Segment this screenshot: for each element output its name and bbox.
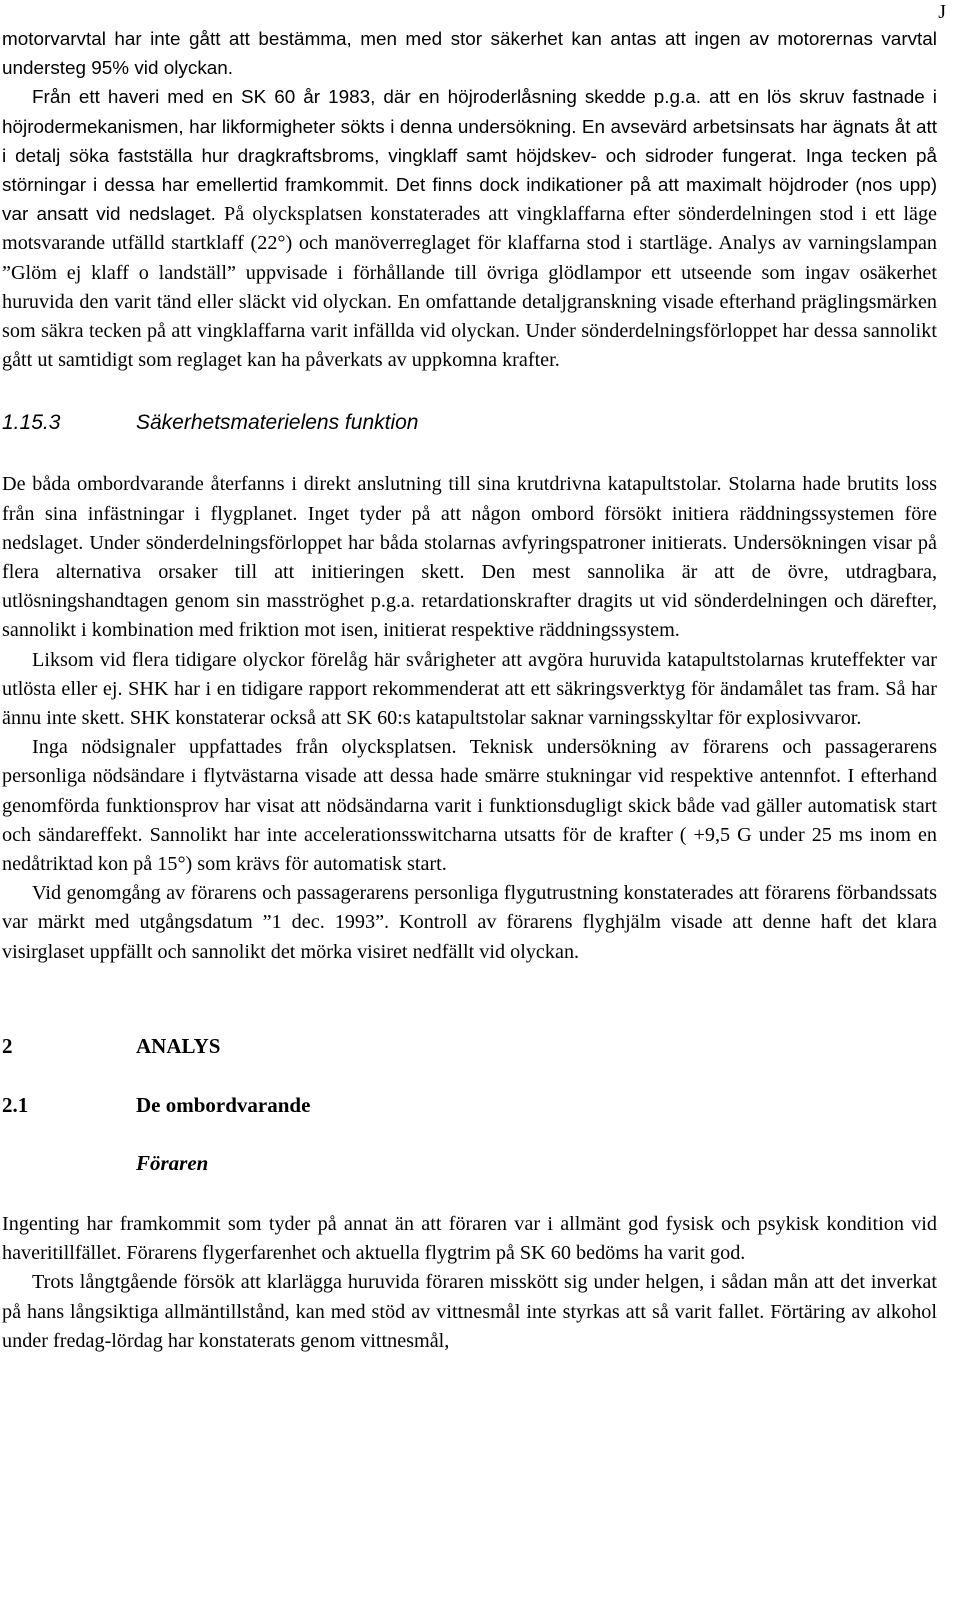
- section-heading-2: [2, 1033, 937, 1059]
- section-number: 2.1: [2, 1092, 29, 1117]
- subheading-foraren: Föraren: [136, 1150, 209, 1175]
- paragraph-elevator-lock-serif: På olycksplatsen konstaterades att vingklaffarna efter sönderdelningen stod i ett läge motsvarande utfälld startklaff (22°) och manöverreglaget för klaffarna stod i startläge. Analys av varningslampan ”Glöm ej klaff o landställ” uppvisade i förhållande till övriga glödlampor ett utseende som ingav osäkerhet huruvida den varit tänd eller släckt vid olyckan. En omfattande detaljgranskning visade efterhand präglingsmärken som säkra tecken på att vingklaffarna varit infällda vid olyckan. Under sönderdelningsförloppet har dessa sannolikt gått ut samtidigt som reglaget kan ha påverkats av uppkomna krafter.: [2, 203, 937, 372]
- page-corner-mark: J: [938, 1, 946, 23]
- paragraph-pilot-condition: Ingenting har framkommit som tyder på annat än att föraren var i allmänt god fysisk och psykisk kondition vid haveritillfället. Förarens flygerfarenhet och aktuella flygtrim på SK 60 bedöms ha varit god.: [2, 1212, 937, 1265]
- section-heading-1-15-3: [2, 410, 937, 436]
- paragraph-pilot-weekend: Trots långtgående försök att klarlägga huruvida föraren misskött sig under helgen, i sådan mån att det inverkat på hans långsiktiga allmäntillstånd, kan med stöd av vittnesmål inte styrkas att så varit fallet. Förtäring av alkohol under fredag-lördag har konstaterats genom vittnesmål,: [2, 1271, 937, 1352]
- paragraph-emergency-signals: Inga nödsignaler uppfattades från olycksplatsen. Teknisk undersökning av förarens och passagerarens personliga nödsändare i flytvästarna visade att dessa hade smärre stukningar vid respektive antennfot. I efterhand genomförda funktionsprov har visat att nödsändarna varit i funktionsdugligt skick både vad gäller automatisk start och sändareffekt. Sannolikt har inte accelerationsswitcharna utsatts för de krafter ( +9,5 G under 25 ms inom en nedåtriktad kon på 15°) som krävs för automatisk start.: [2, 736, 937, 876]
- paragraph-elevator-lock-sans: Från ett haveri med en SK 60 år 1983, där en höjroderlåsning skedde p.g.a. att en lös skruv fastnade i höjrodermekanismen, har likformigheter sökts i denna undersökning. En avsevärd arbetsinsats har ägnats åt att i detalj söka fastställa hur dragkraftsbroms, vingklaff samt höjdskev- och sidroder fungerat. Inga tecken på störningar i dessa har emellertid framkommit. Det finns dock indikationer på att maximalt höjdroder (nos upp) var ansatt vid nedslaget.: [2, 87, 937, 226]
- section-number: 1.15.3: [2, 411, 61, 435]
- paragraph-cartridges: Liksom vid flera tidigare olyckor förelåg här svårigheter att avgöra huruvida katapultstolarnas kruteffekter var utlösta eller ej. SHK har i en tidigare rapport rekommenderat att ett säkringsverktyg för ändamålet tas fram. Så har ännu inte skett. SHK konstaterar också att SK 60:s katapultstolar saknar varningsskyltar för explosivvaror.: [2, 648, 937, 730]
- section-title: ANALYS: [136, 1033, 221, 1058]
- section-title: Säkerhetsmaterielens funktion: [136, 411, 419, 435]
- section-title: De ombordvarande: [136, 1092, 311, 1117]
- paragraph-elevator-lock: [2, 83, 937, 375]
- paragraph-flight-equipment: Vid genomgång av förarens och passagerarens personliga flygutrustning konstaterades att förarens förbandssats var märkt med utgångsdatum ”1 dec. 1993”. Kontroll av förarens flyghjälm visade att denne haft det klara visirglaset uppfällt och sannolikt det mörka visiret nedfällt vid olyckan.: [2, 882, 937, 963]
- paragraph-ejection-seats: De båda ombordvarande återfanns i direkt anslutning till sina krutdrivna katapultstolar. Stolarna hade brutits loss från sina infästningar i flygplanet. Inget tyder på att någon ombord försökt initiera räddningssystemen före nedslaget. Under sönderdelningsförloppet har båda stolarnas avfyringspatroner initierats. Undersökningen visar på flera alternativa orsaker till att initieringen skett. Den mest sannolika är att de övre, utdragbara, utlösningshandtagen genom sin masströghet p.g.a. retardationskrafter dragits ut vid sönderdelningen och därefter, sannolikt i kombination med friktion mot isen, initierat respektive räddningssystem.: [2, 473, 937, 642]
- section-heading-2-1: [2, 1092, 937, 1118]
- section-number: 2: [2, 1033, 13, 1058]
- paragraph-engine-rpm: motorvarvtal har inte gått att bestämma, men med stor säkerhet kan antas att ingen av motorernas varvtal understeg 95% vid olyckan.: [2, 29, 937, 80]
- document-body: [2, 25, 937, 1356]
